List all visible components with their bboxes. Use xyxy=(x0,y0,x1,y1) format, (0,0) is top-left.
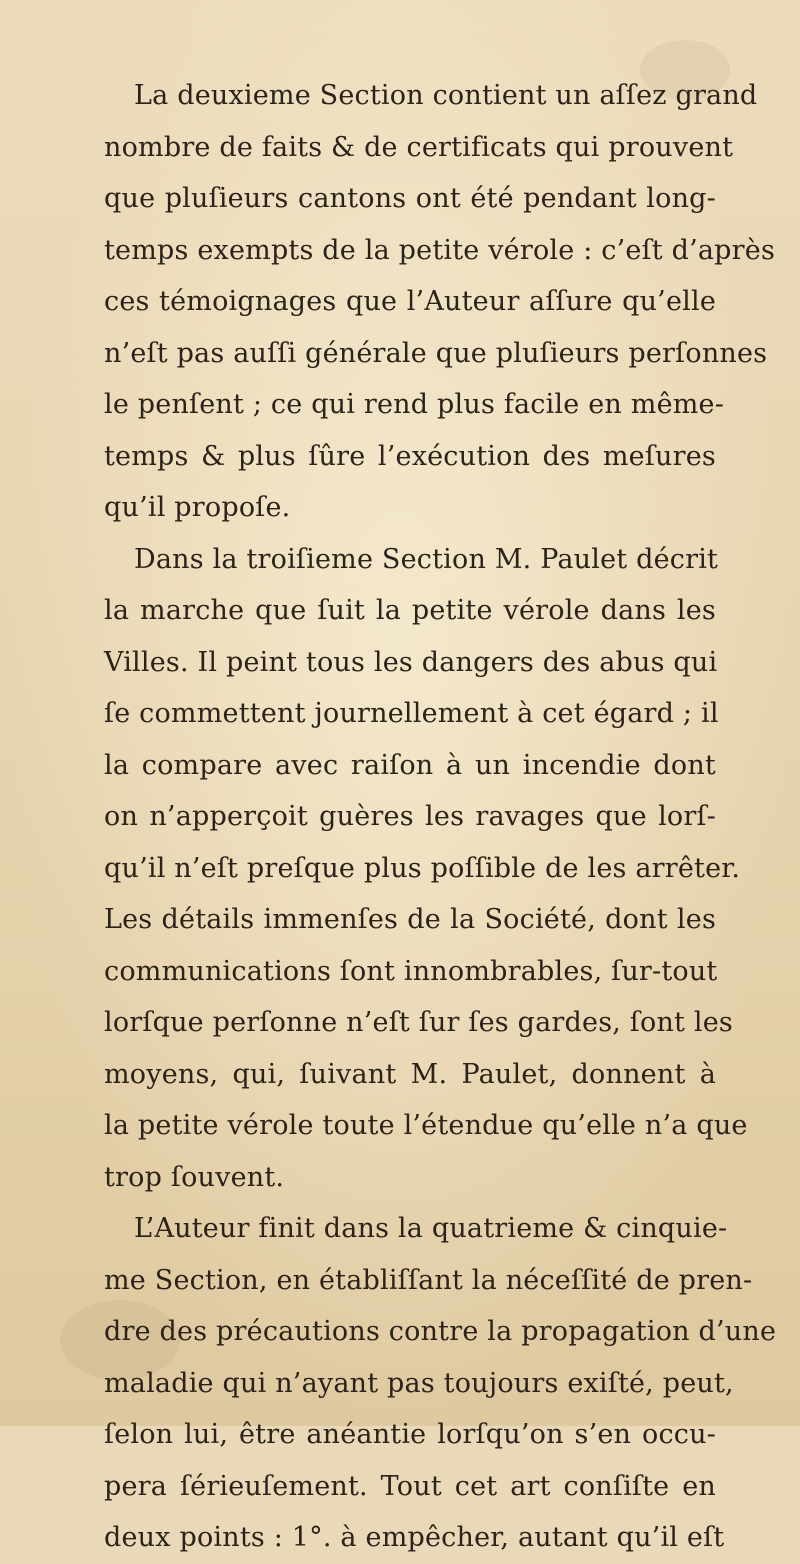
text-line: n’eſt pas auſſi générale que pluſieurs perſonnes xyxy=(104,337,768,369)
text-line: communications ſont innombrables, ſur-tout xyxy=(104,955,718,987)
text-line: temps & plus ſûre l’exécution des meſures xyxy=(104,440,716,472)
text-line: Villes. Il peint tous les dangers des abus qui xyxy=(104,646,718,678)
text-line: me Section, en établiſſant la néceſſité de pren- xyxy=(104,1264,753,1296)
text-line: La deuxieme Section contient un aſſez grand xyxy=(134,80,758,111)
text-line: ſe commettent journellement à cet égard ; il xyxy=(104,698,719,729)
text-line: qu’il n’eſt preſque plus poſſible de les arrêter. xyxy=(104,852,741,884)
text-line: Dans la troiſieme Section M. Paulet décrit xyxy=(134,543,719,575)
text-line: L’Auteur finit dans la quatrieme & cinquie- xyxy=(134,1213,728,1244)
text-line: maladie qui n’ayant pas toujours exiſté, peut, xyxy=(104,1367,734,1399)
text-line: le penſent ; ce qui rend plus facile en même- xyxy=(104,389,725,420)
text-line: trop ſouvent. xyxy=(104,1161,285,1193)
text-line: ſelon lui, être anéantie lorſqu’on s’en occu- xyxy=(104,1419,716,1450)
text-line: la compare avec raiſon à un incendie dont xyxy=(104,749,716,781)
text-line: que pluſieurs cantons ont été pendant long- xyxy=(104,183,716,214)
text-line: Les détails immenſes de la Société, dont les xyxy=(104,904,716,935)
text-line: la petite vérole toute l’étendue qu’elle n’a que xyxy=(104,1110,748,1141)
text-line: ces témoignages que l’Auteur aſſure qu’elle xyxy=(104,286,716,317)
text-line: la marche que ſuit la petite vérole dans les xyxy=(104,595,716,626)
text-line: lorſque perſonne n’eſt ſur ſes gardes, ſont les xyxy=(104,1007,733,1038)
text-line: dre des précautions contre la propagation d’une xyxy=(104,1316,777,1347)
text-line: temps exempts de la petite vérole : c’eſt d’après xyxy=(104,234,775,266)
text-line: moyens, qui, ſuivant M. Paulet, donnent à xyxy=(104,1058,716,1090)
text-line: pera ſérieuſement. Tout cet art conſiſte en xyxy=(104,1470,716,1502)
text-line: deux points : 1°. à empêcher, autant qu’il eſt xyxy=(104,1522,725,1553)
text-line: nombre de faits & de certificats qui prouvent xyxy=(104,131,734,163)
text-line: on n’apperçoit guères les ravages que lorſ- xyxy=(104,801,716,832)
text-line: qu’il propoſe. xyxy=(104,492,291,523)
body-text xyxy=(104,70,777,1564)
